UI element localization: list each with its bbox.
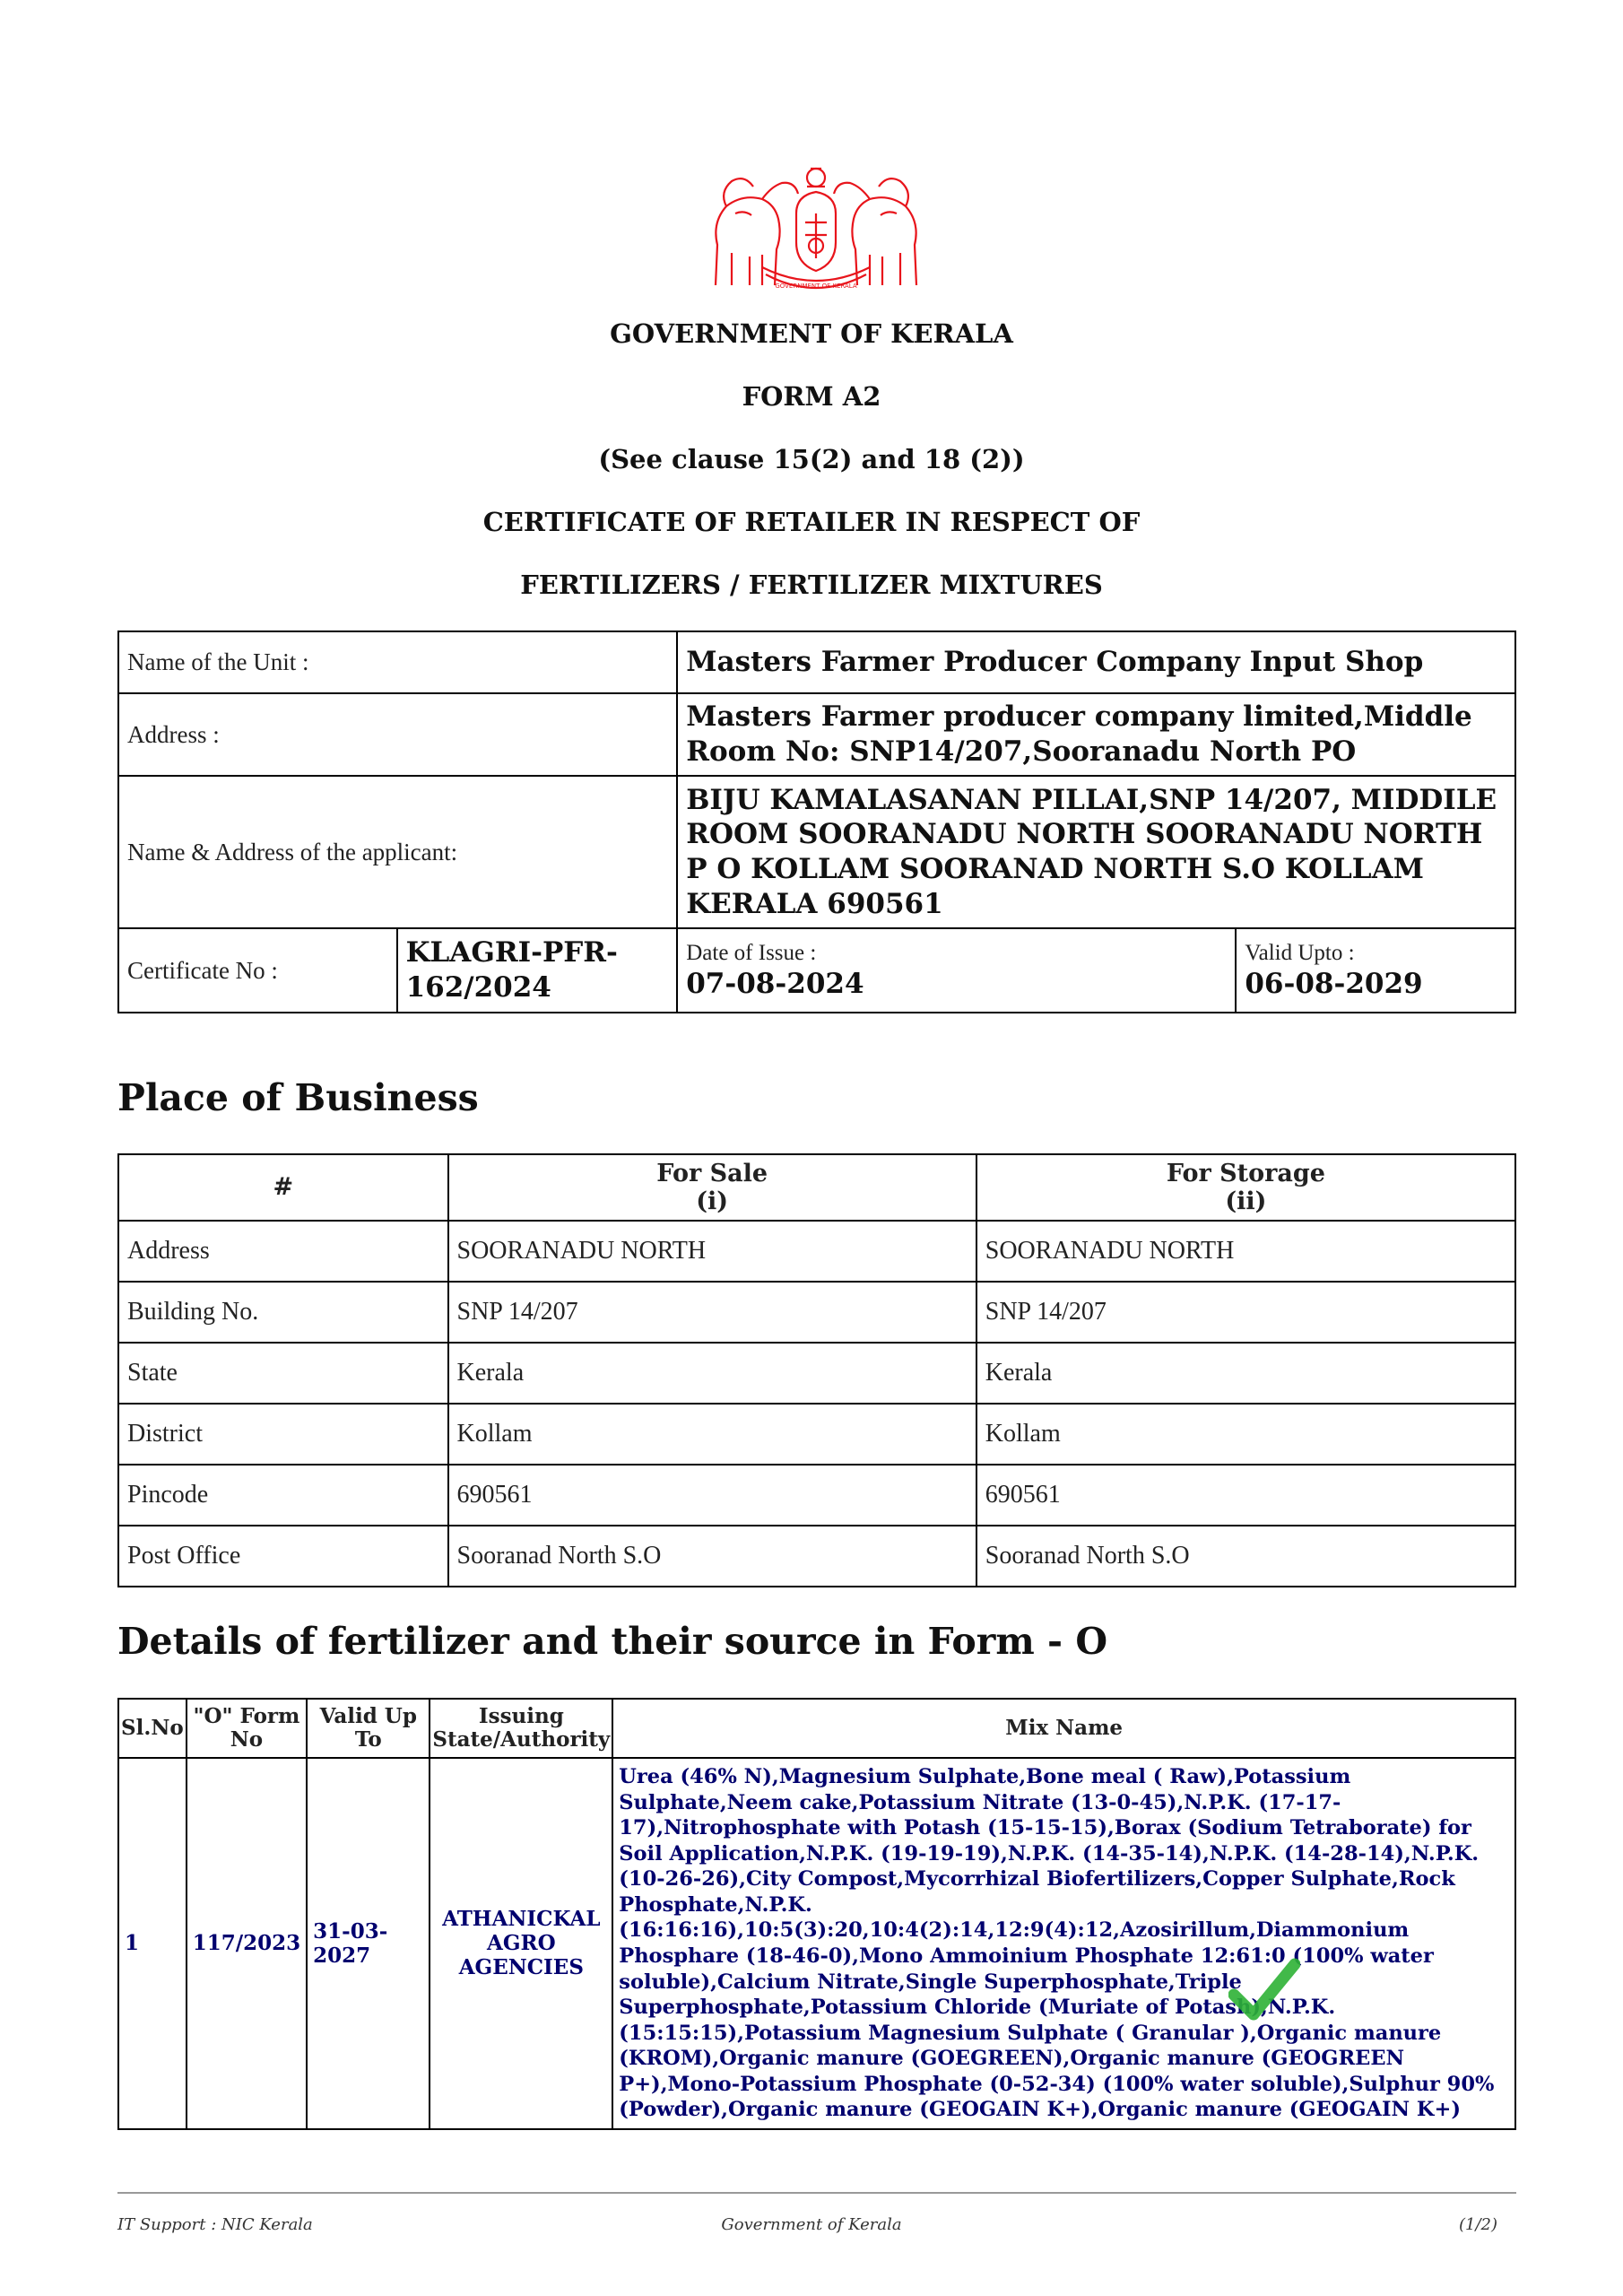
storage-value: Sooranad North S.O — [976, 1526, 1515, 1587]
o-form-no-cell: 117/2023 — [187, 1758, 307, 2129]
sale-value: Kerala — [448, 1343, 976, 1404]
row-label: Pincode — [118, 1465, 448, 1526]
place-of-business-title: Place of Business — [117, 1076, 479, 1119]
row-label: Post Office — [118, 1526, 448, 1587]
footer-support: IT Support : NIC Kerala — [117, 2215, 313, 2234]
certificate-no-value: KLAGRI-PFR-162/2024 — [397, 928, 678, 1013]
sale-value: 690561 — [448, 1465, 976, 1526]
for-storage-label: For Storage — [1166, 1159, 1325, 1187]
storage-value: SOORANADU NORTH — [976, 1221, 1515, 1282]
sl-no-cell: 1 — [118, 1758, 187, 2129]
place-header-storage — [976, 1154, 1515, 1221]
storage-value: Kerala — [976, 1343, 1515, 1404]
table-row — [118, 1526, 1515, 1587]
date-of-issue-value: 07-08-2024 — [686, 968, 864, 1001]
unit-value: Masters Farmer Producer Company Input Shop — [677, 631, 1515, 693]
certificate-title: CERTIFICATE OF RETAILER IN RESPECT OF — [482, 507, 1141, 537]
header-sl-no: Sl.No — [118, 1699, 187, 1758]
applicant-label: Name & Address of the applicant: — [118, 776, 677, 928]
table-row — [118, 1404, 1515, 1465]
sale-value: Kollam — [448, 1404, 976, 1465]
storage-value: Kollam — [976, 1404, 1515, 1465]
fertilizer-details-table — [117, 1698, 1516, 2130]
row-label: State — [118, 1343, 448, 1404]
certificate-subtitle: FERTILIZERS / FERTILIZER MIXTURES — [520, 570, 1103, 600]
place-of-business-table — [117, 1153, 1516, 1587]
place-header-hash: # — [118, 1154, 448, 1221]
header-mix-name: Mix Name — [612, 1699, 1515, 1758]
certificate-no-label: Certificate No : — [118, 928, 397, 1013]
storage-value: SNP 14/207 — [976, 1282, 1515, 1343]
table-row — [118, 1221, 1515, 1282]
for-sale-index: (i) — [696, 1187, 729, 1215]
valid-upto-cell — [1236, 928, 1515, 1013]
storage-value: 690561 — [976, 1465, 1515, 1526]
for-storage-index: (ii) — [1225, 1187, 1267, 1215]
table-row — [118, 1282, 1515, 1343]
date-of-issue-cell — [677, 928, 1236, 1013]
svg-text:GOVERNMENT OF KERALA: GOVERNMENT OF KERALA — [775, 283, 857, 290]
header-issuing-authority: Issuing State/Authority — [430, 1699, 612, 1758]
page-number: (1/2) — [1458, 2215, 1497, 2234]
government-title: GOVERNMENT OF KERALA — [610, 318, 1013, 349]
row-label: Building No. — [118, 1282, 448, 1343]
valid-upto-value: 06-08-2029 — [1245, 968, 1423, 1001]
address-value: Masters Farmer producer company limited,Middle Room No: SNP14/207,Sooranadu North PO — [677, 693, 1515, 776]
place-header-sale — [448, 1154, 976, 1221]
issuing-authority-cell: ATHANICKAL AGRO AGENCIES — [430, 1758, 612, 2129]
fertilizer-details-title: Details of fertilizer and their source in Form - O — [117, 1620, 1108, 1663]
kerala-emblem — [699, 160, 933, 294]
form-title: FORM A2 — [742, 381, 881, 412]
footer-divider — [117, 2192, 1516, 2194]
valid-upto-label: Valid Upto : — [1245, 941, 1355, 965]
table-row — [118, 1465, 1515, 1526]
table-row — [118, 1758, 1515, 2129]
address-label: Address : — [118, 693, 677, 776]
header-valid-up-to: Valid Up To — [307, 1699, 430, 1758]
row-label: Address — [118, 1221, 448, 1282]
sale-value: SOORANADU NORTH — [448, 1221, 976, 1282]
sale-value: SNP 14/207 — [448, 1282, 976, 1343]
for-sale-label: For Sale — [656, 1159, 768, 1187]
header-o-form-no: "O" Form No — [187, 1699, 307, 1758]
certificate-info-table — [117, 631, 1516, 1013]
mix-name-cell: Urea (46% N),Magnesium Sulphate,Bone meal ( Raw),Potassium Sulphate,Neem cake,Potassium Nitrate (13-0-45),N.P.K. (17-17-17),Nitrophosphate with Potash (15-15-15),Borax (Sodium Tetraborate) for Soil Application,N.P.K. (19-19-19),N.P.K. (14-35-14),N.P.K. (14-28-14),N.P.K. (10-26-26),City Compost,Mycorrhizal Biofertilizers,Copper Sulphate,Rock Phosphate,N.P.K. (16:16:16),10:5(3):20,10:4(2):14,12:9(4):12,Azosirillum,Diammonium Phosphare (18-46-0),Mono Ammoinium Phosphate 12:61:0 (100% water soluble),Calcium Nitrate,Single Superphosphate,Triple Superphosphate,Potassium Chloride (Muriate of Potash),N.P.K. (15:15:15),Potassium Magnesium Sulphate ( Granular ),Organic manure (KROM),Organic manure (GOEGREEN),Organic manure (GEOGREEN P+),Mono-Potassium Phosphate (0-52-34) (100% water soluble),Sulphur 90% (Powder),Organic manure (GEOGAIN K+),Organic manure (GEOGAIN K+) — [612, 1758, 1515, 2129]
sale-value: Sooranad North S.O — [448, 1526, 976, 1587]
checkmark-icon — [1228, 1955, 1300, 2027]
clause-reference: (See clause 15(2) and 18 (2)) — [598, 444, 1025, 474]
table-row — [118, 1343, 1515, 1404]
row-label: District — [118, 1404, 448, 1465]
date-of-issue-label: Date of Issue : — [686, 941, 817, 965]
unit-label: Name of the Unit : — [118, 631, 677, 693]
valid-up-to-cell: 31-03-2027 — [307, 1758, 430, 2129]
footer-center: Government of Kerala — [721, 2215, 902, 2234]
applicant-value: BIJU KAMALASANAN PILLAI,SNP 14/207, MIDDILE ROOM SOORANADU NORTH SOORANADU NORTH P O KOLLAM SOORANAD NORTH S.O KOLLAM KERALA 690561 — [677, 776, 1515, 928]
